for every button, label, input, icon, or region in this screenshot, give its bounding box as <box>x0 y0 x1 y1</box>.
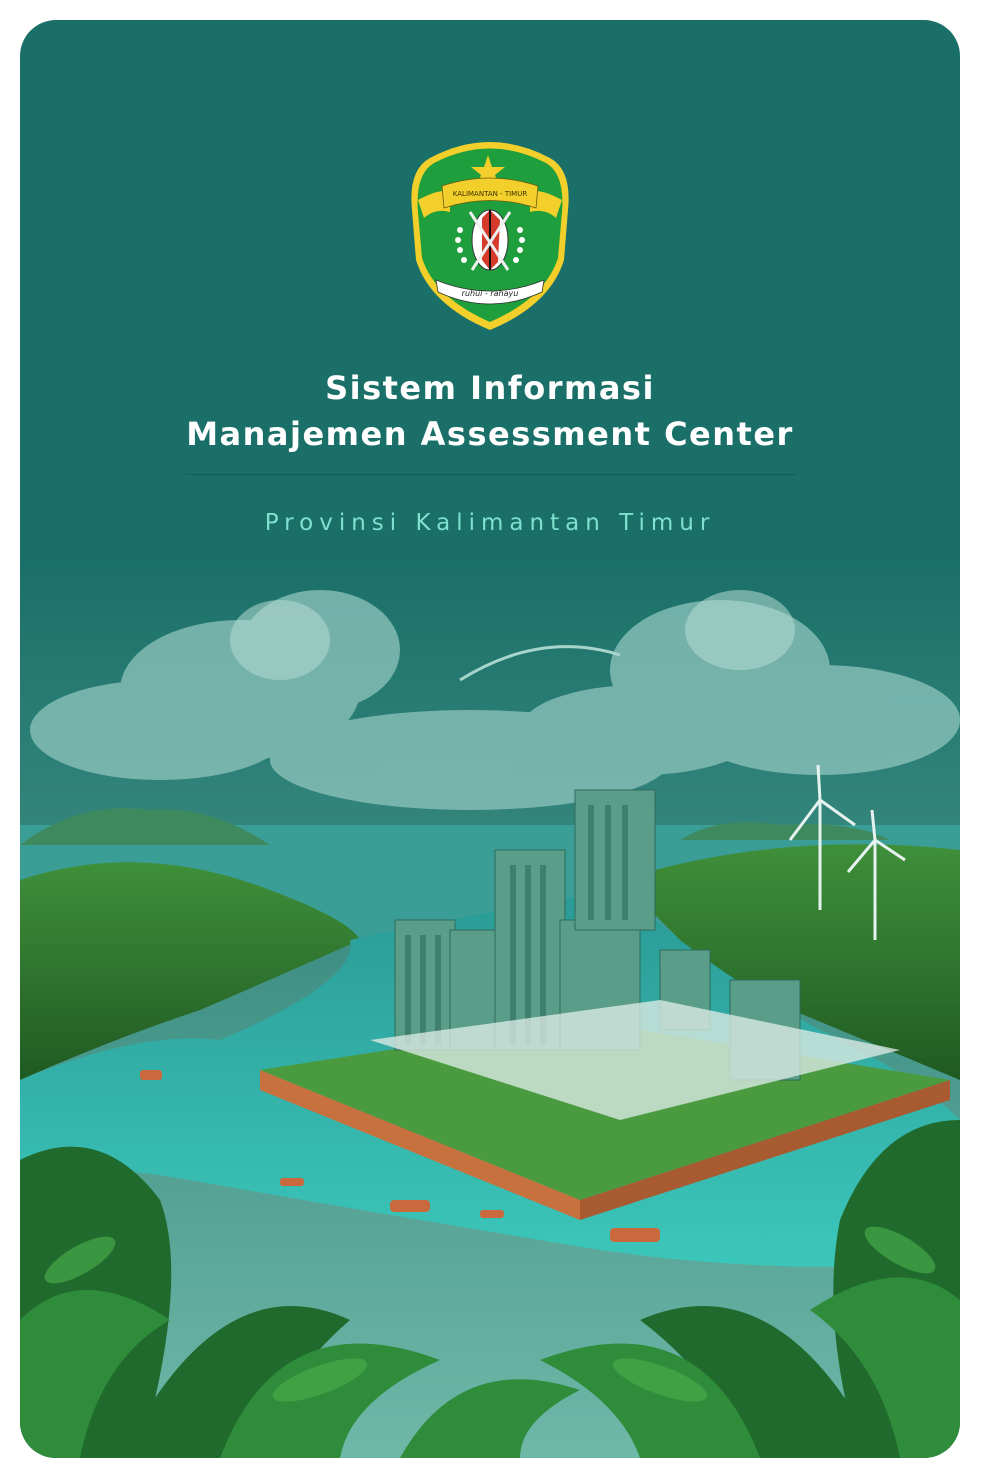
emblem-ribbon-text: KALIMANTAN - TIMUR <box>452 190 528 198</box>
page-title <box>20 365 960 457</box>
page-subtitle: Provinsi Kalimantan Timur <box>264 510 716 536</box>
title-divider <box>186 474 796 475</box>
city-landscape-illustration <box>20 560 960 1458</box>
title-line-1: Sistem Informasi <box>325 369 655 407</box>
kalimantan-timur-emblem-icon <box>410 130 570 335</box>
title-line-2: Manajemen Assessment Center <box>186 415 794 453</box>
emblem-motto: ruhui - rahayu <box>461 289 519 298</box>
login-card <box>20 20 960 1458</box>
